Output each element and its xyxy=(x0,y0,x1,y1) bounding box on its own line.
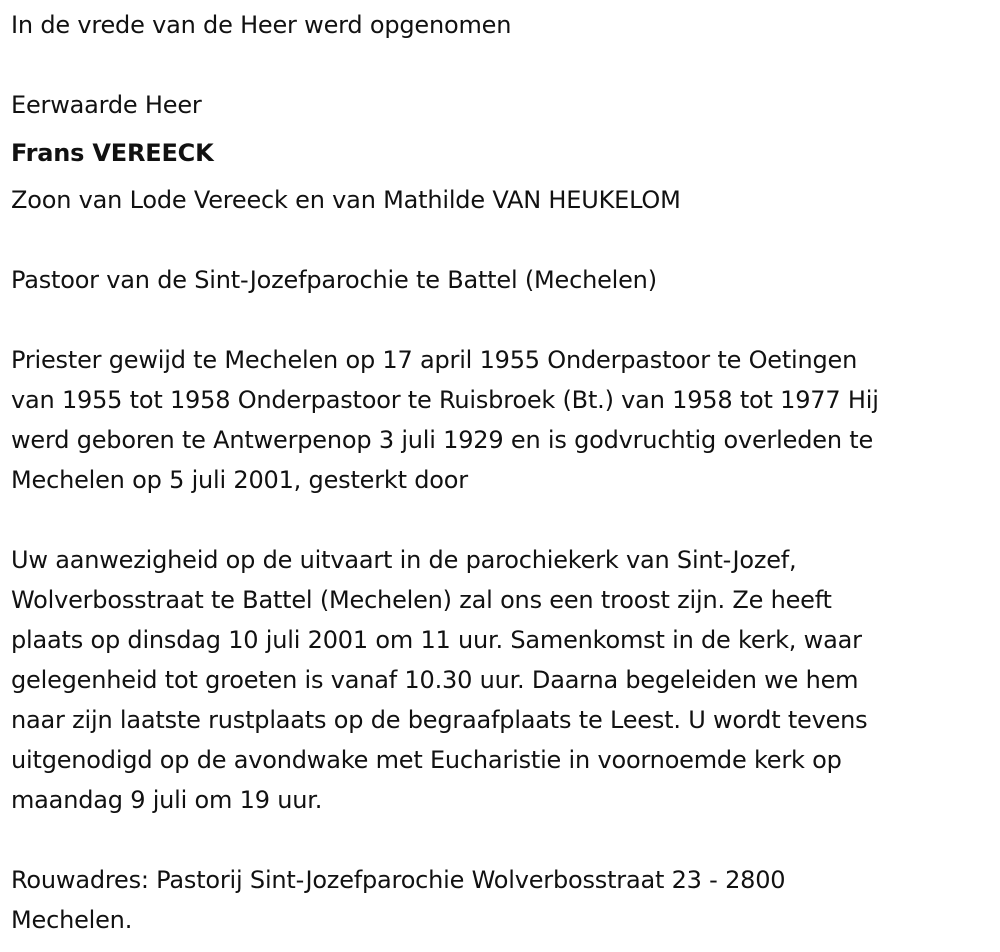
funeral-line: Uw aanwezigheid op de uitvaart in de parochiekerk van Sint-Jozef, xyxy=(11,546,797,574)
funeral-paragraph xyxy=(11,540,991,820)
funeral-line: Wolverbosstraat te Battel (Mechelen) zal ons een troost zijn. Ze heeft xyxy=(11,586,832,614)
funeral-line: gelegenheid tot groeten is vanaf 10.30 uur. Daarna begeleiden we hem xyxy=(11,666,859,694)
deceased-name: Frans VEREECK xyxy=(11,139,214,167)
address-line: Rouwadres: Pastorij Sint-Jozefparochie Wolverbosstraat 23 - 2800 xyxy=(11,866,786,894)
funeral-line: maandag 9 juli om 19 uur. xyxy=(11,786,323,814)
intro-line: In de vrede van de Heer werd opgenomen xyxy=(11,11,512,39)
spacer xyxy=(11,820,991,860)
career-line: werd geboren te Antwerpenop 3 juli 1929 en is godvruchtig overleden te xyxy=(11,426,874,454)
parents-line: Zoon van Lode Vereeck en van Mathilde VAN HEUKELOM xyxy=(11,186,681,214)
funeral-line: plaats op dinsdag 10 juli 2001 om 11 uur. Samenkomst in de kerk, waar xyxy=(11,626,862,654)
spacer xyxy=(11,45,991,85)
obituary-document xyxy=(11,5,991,940)
spacer xyxy=(11,500,991,540)
spacer xyxy=(11,220,991,260)
funeral-line: naar zijn laatste rustplaats op de begraafplaats te Leest. U wordt tevens xyxy=(11,706,868,734)
career-line: van 1955 tot 1958 Onderpastoor te Ruisbroek (Bt.) van 1958 tot 1977 Hij xyxy=(11,386,879,414)
career-line: Priester gewijd te Mechelen op 17 april 1955 Onderpastoor te Oetingen xyxy=(11,346,858,374)
funeral-line: uitgenodigd op de avondwake met Eucharistie in voornoemde kerk op xyxy=(11,746,842,774)
honorific-title: Eerwaarde Heer xyxy=(11,91,202,119)
career-line: Mechelen op 5 juli 2001, gesterkt door xyxy=(11,466,468,494)
function-line: Pastoor van de Sint-Jozefparochie te Battel (Mechelen) xyxy=(11,266,657,294)
address-paragraph xyxy=(11,860,991,940)
spacer xyxy=(11,300,991,340)
career-paragraph xyxy=(11,340,991,500)
address-line: Mechelen. xyxy=(11,906,133,934)
